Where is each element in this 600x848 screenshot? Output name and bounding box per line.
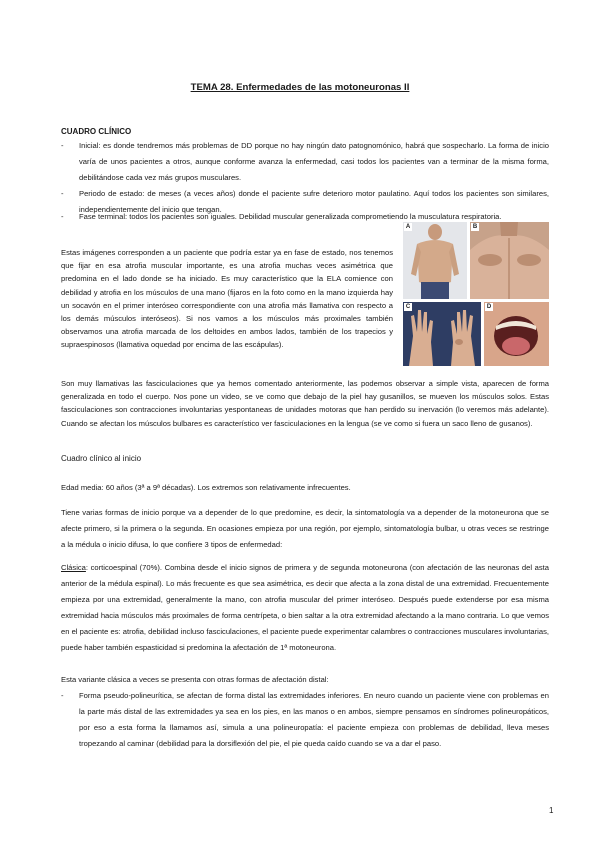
age-line: Edad media: 60 años (3ª a 9ª décadas). Los extremos son relativamente infrecuentes.	[61, 483, 351, 492]
figure-label-c: C	[405, 304, 411, 310]
list-item-text: Periodo de estado: de meses (a veces años) donde el paciente sufre deterioro motor paulatino. Aquí todos los pacientes son similares, independientemente del inicio que tengan.	[79, 189, 549, 215]
section-heading-cuadro-inicio: Cuadro clínico al inicio	[61, 454, 142, 463]
images-paragraph: Estas imágenes corresponden a un paciente que podría estar ya en fase de estado, nos tenemos que fijar en esa atrofia muscular importante, es una atrofia muchas veces asimétrica que predomina en el lado donde se ha iniciado. Es muy característico que la ELA comience con debilidad y atrofia en los músculos de una mano (fijaros en la foto como en la mano izquierda hay un socavón en el primer interóseo correspondiente con una atrofia más llamativa con respecto a los demás músculos interóseos). Si nos vamos a los músculos más proximales también observamos una atrofia marcada de los deltoides en ambos lados, también de los trapecios y supraespinosos (llamativa oquedad por encima de las escápulas).	[61, 248, 393, 350]
section-heading-cuadro-clinico: CUADRO CLÍNICO	[61, 127, 132, 136]
forms-paragraph: Tiene varias formas de inicio porque va a depender de lo que predomine, es decir, la sintomatología va a depender de la motoneurona que se afecte primero, si la primera o la segunda. En ocasiones empieza por una región, por ejemplo, sintomatología bulbar, u otras veces se restringe a la médula o inicio difusa, lo que confiere 3 tipos de enfermedad:	[61, 508, 549, 550]
photo-hands	[403, 302, 481, 366]
list-item-inicial	[61, 138, 549, 186]
list-dash: -	[61, 189, 64, 198]
list-dash: -	[61, 141, 64, 150]
figure-label-b: B	[472, 224, 478, 230]
fasciculations-paragraph: Son muy llamativas las fasciculaciones que ya hemos comentado anteriormente, las podemos observar a simple vista, aparecen de forma generalizada en todo el cuerpo. Nos pone un video, se ve como que debajo de la piel hay gusanillos, se mueven los músculos solos. Estas fasciculaciones son contracciones involuntarias yespontaneas de unidades motoras que han perdido su inervación (lo veremos más adelante). Cuando se afectan los músculos bulbares es característico ver fasciculaciones en la lengua (se ve como si fuera un saco lleno de gusanos).	[61, 379, 549, 428]
clasica-text: : corticoespinal (70%). Combina desde el inicio signos de primera y de segunda motoneurona (con afectación de las neuronas del asta anterior de la médula espinal). Lo más frecuente es que sea asimétrica, es decir que afecta a la zona distal de una extremidad. Frecuentemente empieza por una extremidad, generalmente la mano, con atrofia muscular del primer interóseo. Después puede extenderse por esa misma extremidad hacia músculos más proximales de forma centrípeta, o bien saltar a la otra extremidad afectando a la mano contraria. Lo que vemos en el paciente es: atrofia, debilidad incluso fasciculaciones, el paciente puede experimentar calambres o contracciones musculares involuntarias, puede haber también espasticidad si predomina la afectación de 1ª motoneurona.	[61, 563, 549, 653]
page-number: 1	[549, 806, 554, 815]
photo-back	[470, 222, 549, 299]
photo-torso	[403, 222, 467, 299]
list-item-text: Forma pseudo-polineurítica, se afectan de forma distal las extremidades inferiores. En neuro cuando un paciente viene con problemas en la parte más distal de las extremidades ya sea en los pies, en las manos o en ambos, siempre pensamos en síndromes polineuropáticos, por eso a esta forma la llamamos así, simula a una polineuropatía: el paciente empieza con problemas de debilidad, lleva meses tropezando al caminar (debilidad para la dorsiflexión del pie, el pie queda caído cuando se va a dar el paso.	[79, 691, 549, 749]
list-item-text: Inicial: es donde tendremos más problemas de DD porque no hay ningún dato patognomónico, habrá que sospecharlo. La forma de inicio varía de unos pacientes a otros, aunque conforme avanza la enfermedad, casi todos los pacientes van a terminar de la misma forma, debilitándose cada vez más grupos musculares.	[79, 141, 549, 183]
figure-label-a: A	[405, 224, 411, 230]
document-title: TEMA 28. Enfermedades de las motoneuronas II	[190, 82, 410, 93]
figure-label-d: D	[486, 304, 492, 310]
variant-line: Esta variante clásica a veces se presenta con otras formas de afectación distal:	[61, 675, 329, 684]
list-item-text: Fase terminal: todos los pacientes son iguales. Debilidad muscular generalizada comprometiendo la musculatura respiratoria.	[79, 212, 502, 221]
clasica-label: Clásica	[61, 563, 86, 572]
list-dash: -	[61, 691, 64, 700]
list-item-pseudo-polineuritica	[61, 688, 549, 752]
clasica-paragraph	[61, 560, 549, 657]
list-dash: -	[61, 212, 64, 221]
clinical-photo-collage	[403, 222, 549, 366]
photo-mouth	[484, 302, 549, 366]
